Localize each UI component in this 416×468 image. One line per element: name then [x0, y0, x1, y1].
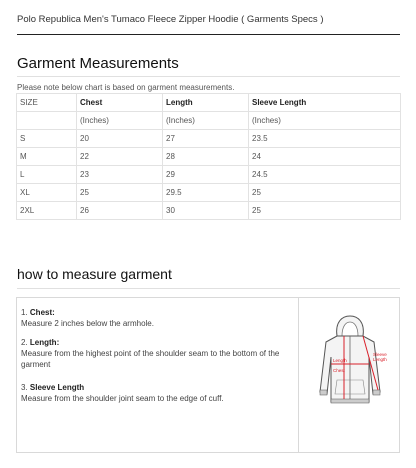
how-to-measure-heading: how to measure garment	[17, 266, 172, 282]
hoodie-diagram-icon	[309, 312, 391, 412]
page-title: Polo Republica Men's Tumaco Fleece Zipper Hoodie ( Garments Specs )	[17, 14, 324, 25]
sleeve-length-cell: 25	[249, 184, 401, 202]
column-header-sleeve-length: Sleeve Length	[249, 94, 401, 112]
sleeve-length-cell: 23.5	[249, 130, 401, 148]
measurements-note: Please note below chart is based on garment measurements.	[17, 83, 235, 92]
chest-cell: 26	[77, 202, 163, 220]
table-row	[17, 166, 401, 184]
measurements-heading: Garment Measurements	[17, 55, 179, 72]
size-cell: L	[17, 166, 77, 184]
instruction-chest	[21, 307, 293, 329]
column-header-length: Length	[163, 94, 249, 112]
instructions-column	[17, 298, 299, 452]
sleeve-length-cell: 24	[249, 148, 401, 166]
length-cell: 29.5	[163, 184, 249, 202]
sleeve-length-cell: 25	[249, 202, 401, 220]
step-text: Measure from the shoulder joint seam to the edge of cuff.	[21, 394, 224, 403]
size-cell: M	[17, 148, 77, 166]
size-chart-table	[16, 93, 401, 220]
table-row	[17, 148, 401, 166]
length-cell: 30	[163, 202, 249, 220]
table-row	[17, 130, 401, 148]
chest-cell: 23	[77, 166, 163, 184]
chest-cell: 25	[77, 184, 163, 202]
sleeve-length-cell: 24.5	[249, 166, 401, 184]
diagram-label-sleeve: Sleeve	[373, 352, 387, 357]
diagram-label-chest: Chest	[333, 368, 345, 373]
table-row	[17, 202, 401, 220]
how-to-measure-panel	[16, 297, 400, 453]
table-header-row	[17, 94, 401, 112]
diagram-label-sleeve-length: Length	[373, 357, 387, 362]
diagram-label-length: Length	[333, 358, 347, 363]
step-number: 1.	[21, 308, 28, 317]
length-cell: 27	[163, 130, 249, 148]
diagram-column	[299, 298, 399, 452]
size-cell: 2XL	[17, 202, 77, 220]
length-cell: 28	[163, 148, 249, 166]
units-cell: (Inches)	[163, 112, 249, 130]
units-cell: (Inches)	[249, 112, 401, 130]
step-number: 3.	[21, 383, 28, 392]
column-header-size: SIZE	[17, 94, 77, 112]
units-cell: (Inches)	[77, 112, 163, 130]
size-cell: XL	[17, 184, 77, 202]
instruction-length	[21, 337, 293, 370]
step-text: Measure from the highest point of the shoulder seam to the bottom of the garment	[21, 349, 280, 369]
step-number: 2.	[21, 338, 28, 347]
how-to-divider	[17, 288, 400, 289]
length-cell: 29	[163, 166, 249, 184]
units-cell	[17, 112, 77, 130]
step-title: Chest:	[29, 308, 55, 317]
title-divider	[17, 34, 400, 35]
measurements-divider	[17, 76, 400, 77]
step-title: Sleeve Length	[29, 383, 85, 392]
step-text: Measure 2 inches below the armhole.	[21, 319, 154, 328]
table-row	[17, 184, 401, 202]
column-header-chest: Chest	[77, 94, 163, 112]
step-title: Length:	[29, 338, 60, 347]
size-cell: S	[17, 130, 77, 148]
instruction-sleeve-length	[21, 382, 293, 404]
chest-cell: 20	[77, 130, 163, 148]
chest-cell: 22	[77, 148, 163, 166]
table-units-row	[17, 112, 401, 130]
